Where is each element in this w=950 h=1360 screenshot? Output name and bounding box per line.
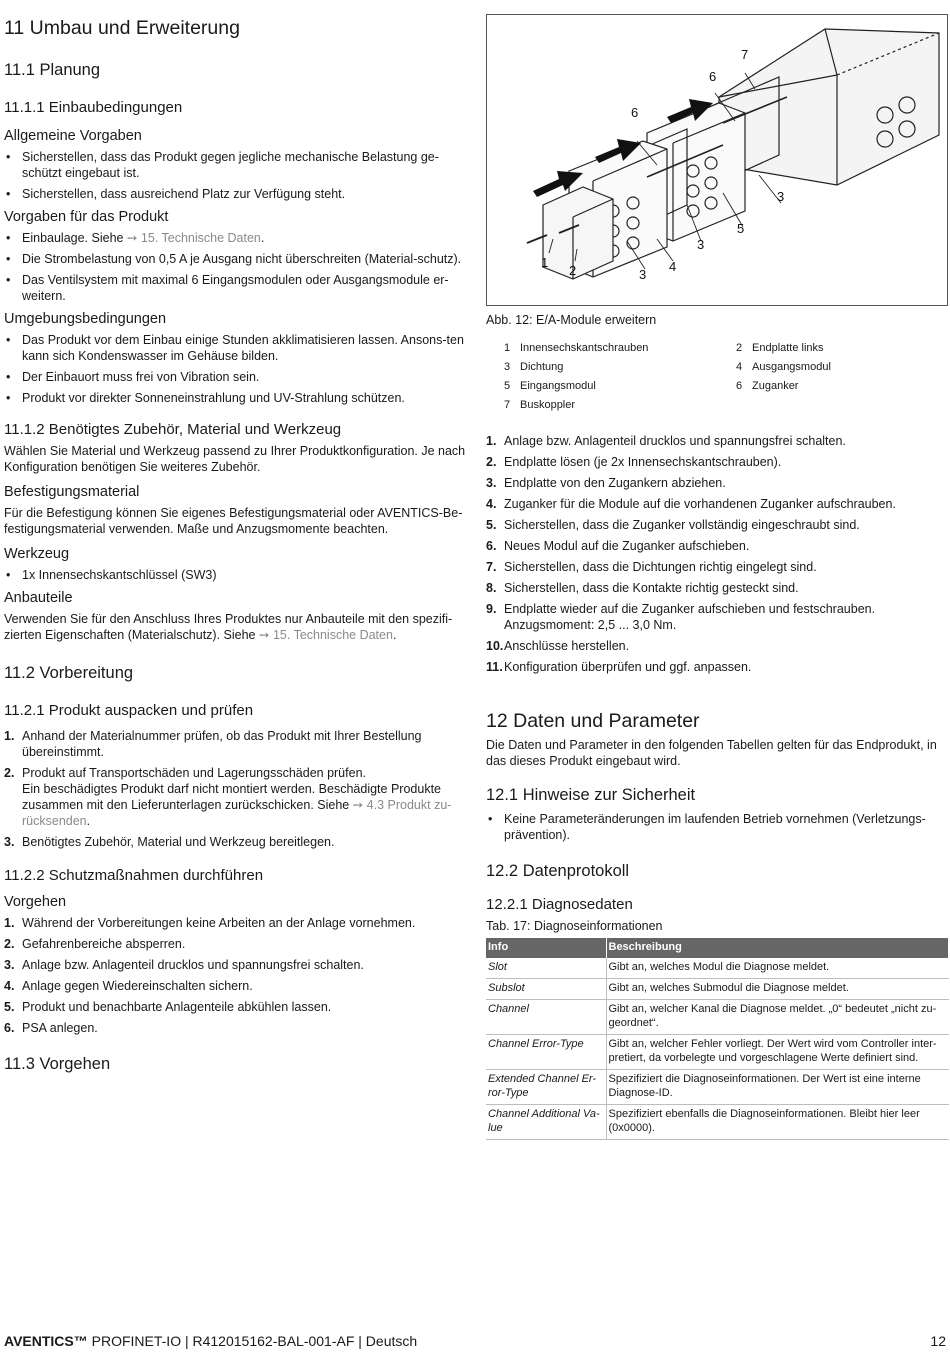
step-text: Anschlüsse herstellen. <box>504 639 630 653</box>
callout-label: 2 <box>569 263 577 278</box>
callout-label: 6 <box>631 105 639 120</box>
allgemeine-vorgaben-heading: Allgemeine Vorgaben <box>4 128 142 144</box>
table-cell-key: Channel Error-Type <box>486 1035 606 1070</box>
step-text: Endplatte lösen (je 2x Innensechskantschrauben). <box>504 455 782 469</box>
section-12-2-1-title: 12.2.1 Diagnosedaten <box>486 896 633 913</box>
cross-reference-link[interactable]: ➙ 15. Technische Daten <box>259 628 393 642</box>
step-item <box>486 454 948 470</box>
step-item <box>4 915 466 931</box>
anbauteile-text-suffix: . <box>392 628 397 642</box>
page-footer <box>4 1332 946 1350</box>
step-text: Neues Modul auf die Zuganker aufschieben. <box>504 539 750 553</box>
callout-label: 6 <box>709 69 717 84</box>
legend-item <box>504 340 736 356</box>
legend-item <box>504 359 736 375</box>
callout-label: 7 <box>741 47 749 62</box>
step-number: 2. <box>486 455 497 469</box>
section-11-1-2-title: 11.1.2 Benötigtes Zubehör, Material und Werkzeug <box>4 421 342 438</box>
legend-number: 5 <box>504 380 511 392</box>
section-11-3-title: 11.3 Vorgehen <box>4 1055 111 1073</box>
cross-reference-link[interactable]: ➙ 15. Technische Daten <box>126 231 261 245</box>
step-item <box>4 999 466 1015</box>
figure-legend <box>504 340 948 413</box>
step-number: 4. <box>4 979 15 993</box>
vorgaben-produkt-list <box>4 230 466 304</box>
step-item <box>486 580 948 596</box>
chapter-12-text: Die Daten und Parameter in den folgenden Tabellen gelten für das Endprodukt, in das dieses Produkt eingebaut wird. <box>486 738 937 768</box>
legend-item <box>736 340 950 356</box>
legend-label: Eingangsmodul <box>520 380 596 392</box>
list-item: • 1x Innensechskantschlüssel (SW3) <box>4 567 466 583</box>
legend-number: 2 <box>736 342 743 354</box>
table-row <box>486 1000 949 1035</box>
cross-reference-link[interactable]: ➙ 4.3 Produkt zu-rücksenden <box>22 798 452 828</box>
step-text: Anlage bzw. Anlagenteil drucklos und spannungsfrei schalten. <box>504 434 846 448</box>
step-number: 10. <box>486 639 504 653</box>
step-number: 7. <box>486 560 497 574</box>
step-main-text: Endplatte wieder auf die Zuganker aufschieben und festschrauben. <box>504 602 876 616</box>
legend-item <box>736 359 950 375</box>
step-text: Produkt und benachbarte Anlagenteile abkühlen lassen. <box>22 1000 332 1014</box>
anbauteile-text-body: Verwenden Sie für den Anschluss Ihres Produktes nur Anbauteile mit den spezifi-zierten Eigenschaften (Materialschutz). Siehe <box>4 612 453 642</box>
step-number: 11. <box>486 660 503 674</box>
section-11-1-2-text: Wählen Sie Material und Werkzeug passend zu Ihrer Produktkonfiguration. Je nach Konfiguration benötigen Sie weiteres Zubehör. <box>4 444 466 474</box>
exploded-view-illustration <box>487 15 949 307</box>
section-11-2-title: 11.2 Vorbereitung <box>4 664 134 682</box>
befestigungsmaterial-text: Für die Befestigung können Sie eigenes Befestigungsmaterial oder AVENTICS-Be-festigungsmaterial verwenden. Maße und Anzugsmomente beachten. <box>4 506 463 536</box>
step-number: 6. <box>486 539 497 553</box>
legend-number: 4 <box>736 361 743 373</box>
step-number: 4. <box>486 497 497 511</box>
exploded-view-figure <box>486 14 948 306</box>
diagnose-table <box>486 938 949 1140</box>
legend-item <box>736 378 950 394</box>
list-item-suffix: . <box>260 231 265 245</box>
step-item <box>4 978 466 994</box>
step-item <box>486 638 948 654</box>
step-item <box>486 559 948 575</box>
legend-number: 1 <box>504 342 511 354</box>
allgemeine-vorgaben-list <box>4 149 466 202</box>
step-item <box>486 601 948 633</box>
step-extra-text: Ein beschädigtes Produkt darf nicht montiert werden. Beschädigte Produkte zusammen mit den Lieferunterlagen zurückschicken. Siehe <box>22 782 441 812</box>
step-item <box>4 728 466 760</box>
step-number: 1. <box>486 434 497 448</box>
step-number: 3. <box>4 835 15 849</box>
step-item <box>4 834 466 850</box>
step-text: Sicherstellen, dass die Dichtungen richtig eingelegt sind. <box>504 560 817 574</box>
step-text <box>22 765 466 829</box>
werkzeug-list <box>4 567 466 583</box>
step-item <box>4 936 466 952</box>
table-row <box>486 1035 949 1070</box>
step-item <box>4 957 466 973</box>
footer-doc-text: PROFINET-IO | R412015162-BAL-001-AF | Deutsch <box>87 1333 418 1349</box>
step-item <box>486 517 948 533</box>
list-item: • Sicherstellen, dass das Produkt gegen jegliche mechanische Belastung ge-schützt eingebaut ist. <box>4 149 466 181</box>
legend-label: Dichtung <box>520 361 564 373</box>
list-item: • Das Ventilsystem mit maximal 6 Eingangsmodulen oder Ausgangsmodule er-weitern. <box>4 272 466 304</box>
table-header-row <box>486 938 949 958</box>
step-text: Benötigtes Zubehör, Material und Werkzeug bereitlegen. <box>22 835 335 849</box>
callout-label: 1 <box>541 255 549 270</box>
step-item <box>4 765 466 829</box>
list-item-text: Einbaulage. Siehe <box>22 231 127 245</box>
erweiterung-steps <box>486 433 948 675</box>
table-cell-key: Slot <box>486 958 606 979</box>
step-number: 2. <box>4 937 15 951</box>
section-12-2-title: 12.2 Datenprotokoll <box>486 862 630 880</box>
step-extra-suffix: . <box>86 814 91 828</box>
legend-label: Endplatte links <box>752 342 824 354</box>
step-item <box>486 659 948 675</box>
table-cell-value: Gibt an, welches Modul die Diagnose meldet. <box>606 958 949 979</box>
table-cell-key: Channel <box>486 1000 606 1035</box>
table-header-cell: Info <box>486 938 606 958</box>
table-row <box>486 1070 949 1105</box>
step-text: Anlage bzw. Anlagenteil drucklos und spannungsfrei schalten. <box>22 958 364 972</box>
sicherheit-list <box>486 811 948 843</box>
step-item <box>486 475 948 491</box>
table-cell-value: Gibt an, welches Submodul die Diagnose meldet. <box>606 979 949 1000</box>
section-11-1-title: 11.1 Planung <box>4 61 101 79</box>
anbauteile-heading: Anbauteile <box>4 590 73 606</box>
list-item: • Der Einbauort muss frei von Vibration sein. <box>4 369 466 385</box>
legend-item <box>504 397 736 413</box>
step-number: 5. <box>4 1000 15 1014</box>
legend-number: 7 <box>504 399 511 411</box>
table-cell-key: Subslot <box>486 979 606 1000</box>
vorgaben-produkt-heading: Vorgaben für das Produkt <box>4 209 169 225</box>
table-row <box>486 979 949 1000</box>
table-caption: Tab. 17: Diagnoseinformationen <box>486 919 663 933</box>
page-number: 12 <box>930 1333 946 1349</box>
brand-name: AVENTICS™ <box>4 1333 88 1349</box>
step-number: 2. <box>4 766 15 780</box>
callout-label: 3 <box>639 267 647 282</box>
left-column <box>4 14 466 1092</box>
step-item <box>486 433 948 449</box>
werkzeug-heading: Werkzeug <box>4 546 70 562</box>
table-row <box>486 958 949 979</box>
table-cell-value: Gibt an, welcher Fehler vorliegt. Der Wert wird vom Controller inter-pretiert, da vorbelegte und vorgeschlagene Werte definiert sind. <box>606 1035 949 1070</box>
list-item: • Die Strombelastung von 0,5 A je Ausgang nicht überschreiten (Material-schutz). <box>4 251 466 267</box>
step-item <box>486 496 948 512</box>
schutzmassnahmen-steps <box>4 915 466 1036</box>
anbauteile-text <box>4 611 466 643</box>
umgebungsbedingungen-list <box>4 332 466 406</box>
legend-label: Zuganker <box>752 380 799 392</box>
section-11-1-1-title: 11.1.1 Einbaubedingungen <box>4 99 183 116</box>
section-12-1-title: 12.1 Hinweise zur Sicherheit <box>486 786 696 804</box>
step-text: Gefahrenbereiche absperren. <box>22 937 186 951</box>
table-cell-value: Spezifiziert ebenfalls die Diagnoseinformationen. Bleibt hier leer (0x0000). <box>606 1105 949 1140</box>
table-cell-key: Channel Additional Va-lue <box>486 1105 606 1140</box>
table-header-cell: Beschreibung <box>606 938 949 958</box>
step-number: 5. <box>486 518 497 532</box>
umgebungsbedingungen-heading: Umgebungsbedingungen <box>4 311 167 327</box>
figure-caption: Abb. 12: E/A-Module erweitern <box>486 313 657 327</box>
callout-label: 3 <box>777 189 785 204</box>
legend-label: Buskoppler <box>520 399 576 411</box>
befestigungsmaterial-heading: Befestigungsmaterial <box>4 484 140 500</box>
step-item <box>4 1020 466 1036</box>
step-number: 3. <box>4 958 15 972</box>
step-number: 1. <box>4 916 15 930</box>
right-column <box>486 14 948 1140</box>
section-11-2-1-title: 11.2.1 Produkt auspacken und prüfen <box>4 702 254 719</box>
section-11-2-2-title: 11.2.2 Schutzmaßnahmen durchführen <box>4 867 264 884</box>
table-cell-value: Spezifiziert die Diagnoseinformationen. Der Wert ist eine interne Diagnose-ID. <box>606 1070 949 1105</box>
callout-label: 3 <box>697 237 705 252</box>
step-text: Anhand der Materialnummer prüfen, ob das Produkt mit Ihrer Bestellung übereinstimmt. <box>22 729 422 759</box>
step-number: 9. <box>486 602 497 616</box>
chapter-11-title: 11 Umbau und Erweiterung <box>4 17 240 39</box>
step-number: 8. <box>486 581 497 595</box>
step-extra-text: Anzugsmoment: 2,5 ... 3,0 Nm. <box>504 618 677 632</box>
table-cell-key: Extended Channel Er-ror-Type <box>486 1070 606 1105</box>
step-text: Sicherstellen, dass die Zuganker vollständig eingeschraubt sind. <box>504 518 860 532</box>
footer-doc-info <box>4 1332 417 1350</box>
list-item: • Produkt vor direkter Sonneneinstrahlung und UV-Strahlung schützen. <box>4 390 466 406</box>
step-text: PSA anlegen. <box>22 1021 98 1035</box>
list-item <box>4 230 466 246</box>
step-text <box>504 601 948 633</box>
auspacken-steps <box>4 728 466 850</box>
table-cell-value: Gibt an, welcher Kanal die Diagnose meldet. „0“ bedeutet „nicht zu-geordnet“. <box>606 1000 949 1035</box>
step-text: Während der Vorbereitungen keine Arbeiten an der Anlage vornehmen. <box>22 916 416 930</box>
chapter-12-title: 12 Daten und Parameter <box>486 710 700 732</box>
legend-number: 6 <box>736 380 743 392</box>
list-item: • Keine Parameteränderungen im laufenden Betrieb vornehmen (Verletzungs-prävention). <box>486 811 948 843</box>
step-number: 1. <box>4 729 15 743</box>
list-item: • Sicherstellen, dass ausreichend Platz zur Verfügung steht. <box>4 186 466 202</box>
step-text: Zuganker für die Module auf die vorhandenen Zuganker aufschrauben. <box>504 497 896 511</box>
legend-label: Innensechskantschrauben <box>520 342 649 354</box>
step-number: 6. <box>4 1021 15 1035</box>
step-text: Endplatte von den Zugankern abziehen. <box>504 476 726 490</box>
callout-label: 4 <box>669 259 677 274</box>
step-text: Konfiguration überprüfen und ggf. anpassen. <box>504 660 752 674</box>
callout-label: 5 <box>737 221 745 236</box>
step-text: Sicherstellen, dass die Kontakte richtig gesteckt sind. <box>504 581 799 595</box>
step-main-text: Produkt auf Transportschäden und Lagerungsschäden prüfen. <box>22 766 366 780</box>
step-text: Anlage gegen Wiedereinschalten sichern. <box>22 979 253 993</box>
step-number: 3. <box>486 476 497 490</box>
legend-label: Ausgangsmodul <box>752 361 831 373</box>
step-item <box>486 538 948 554</box>
list-item: • Das Produkt vor dem Einbau einige Stunden akklimatisieren lassen. Ansons-ten kann sich Kondenswasser im Gehäuse bilden. <box>4 332 466 364</box>
vorgehen-heading: Vorgehen <box>4 894 67 910</box>
table-row <box>486 1105 949 1140</box>
legend-item <box>504 378 736 394</box>
legend-number: 3 <box>504 361 511 373</box>
